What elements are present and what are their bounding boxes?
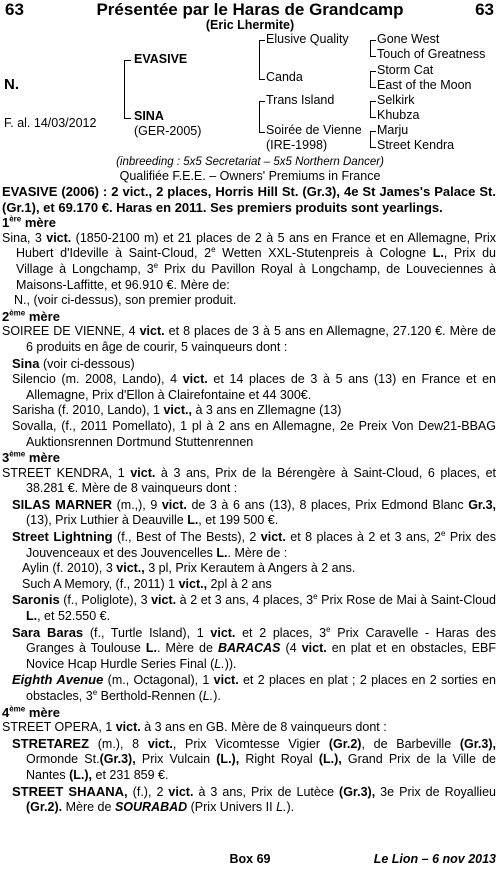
bracket-gen1 [124, 60, 131, 119]
page-title: Présentée par le Haras de Grandcamp [96, 0, 404, 19]
third-dam-produce-4: Sara Baras (f., Turtle Island), 1 vict. et 2 places, 3e Prix Caravelle - Haras des Granges à Toulouse L.. Mère de BARACAS (4 vict. en plat et en obstacles, EBF Novice Hcap Hurdle Series Final (L.)). [12, 624, 496, 671]
fourth-dam-heading: 4ème mère [2, 704, 60, 720]
gen3-3: Storm Cat [377, 63, 434, 77]
second-dam-produce-2: Silencio (m. 2008, Lando), 4 vict. et 14 places de 3 à 5 ans (13) en France et en Allemagne, Prix d'Ellon à Clairefontaine et 44 300€. [12, 372, 496, 402]
third-dam-produce-5: Eighth Avenue (m., Octagonal), 1 vict. et 2 places en plat ; 2 places en 2 sorties en obstacles, 3e Berthold-Rennen (L.). [12, 672, 496, 703]
bracket-g1 [370, 40, 376, 57]
catalogue-body [2, 184, 496, 816]
dam-sire: Trans Island [266, 93, 335, 107]
gen3-8: Street Kendra [377, 138, 455, 152]
bracket-dam [259, 101, 265, 133]
dam-name: SINA [134, 109, 164, 123]
second-dam-produce-3: Sarisha (f. 2010, Lando), 1 vict., à 3 ans en Zllemagne (13) [12, 403, 342, 418]
dam-dam: Soirée de Vienne [266, 123, 362, 137]
second-dam-heading: 2ème mère [2, 308, 60, 324]
bracket-g4 [370, 131, 376, 148]
consignor: (Eric Lhermite) [205, 18, 295, 32]
second-dam-record: SOIREE DE VIENNE, 4 vict. et 8 places de 3 à 5 ans en Allemagne, 27.120 €. Mère de 6 produits en âge de courir, 5 vainqueurs dont : [2, 324, 496, 354]
dam-origin: (GER-2005) [134, 124, 202, 138]
sire-sire: Elusive Quality [266, 32, 349, 46]
qualification: Qualifiée F.E.E. – Owners' Premiums in France [119, 169, 381, 183]
sire-summary: EVASIVE (2006) : 2 vict., 2 places, Horris Hill St. (Gr.3), 4e St James's Palace St. (Gr.1), et 69.170 €. Haras en 2011. Ses premiers produits sont yearlings. [2, 184, 496, 215]
first-dam-record: Sina, 3 vict. (1850-2100 m) et 21 places de 2 à 5 ans en France et en Allemagne, Prix Hubert d'Ideville à Saint-Cloud, 2e Wetten XXL-Stutenpreis à Cologne L., Prix du Village à Longchamp, 3e Prix du Pavillon Royal à Longchamp, de Louveciennes à Maisons-Laffitte, et 96.910 €. Mère de: [2, 230, 497, 292]
third-dam-heading: 3ème mère [2, 449, 60, 466]
third-dam-grandproduce-2: Such A Memory, (f., 2011) 1 vict., 2pl à 2 ans [22, 576, 272, 591]
third-dam-produce-3: Saronis (f., Poliglote), 3 vict. à 2 et 3 ans, 4 places, 3e Prix Rose de Mai à Saint-Cloud L., et 52.550 €. [12, 592, 497, 624]
first-dam-heading: 1ère mère [2, 214, 56, 231]
box-number: Box 69 [229, 852, 271, 866]
third-dam-produce-2: Street Lightning (f., Best of The Bests), 2 vict. et 8 places à 2 et 3 ans, 2e Prix des Jouvenceaux et des Jouvencelles L.. Mère de : [12, 528, 497, 560]
gen3-4: East of the Moon [377, 78, 472, 92]
gen3-7: Marju [377, 123, 409, 137]
gen3-5: Selkirk [377, 93, 415, 107]
bracket-sire [259, 40, 265, 80]
third-dam-produce-1: SILAS MARNER (m.,), 9 vict. de 3 à 6 ans (13), 8 places, Prix Edmond Blanc Gr.3, (13), Prix Luthier à Deauville L., et 199 500 €. [12, 496, 496, 528]
fourth-dam-record: STREET OPERA, 1 vict. à 3 ans en GB. Mère de 8 vainqueurs dont : [2, 720, 387, 735]
lot-number-left: 63 [5, 0, 24, 19]
fourth-dam-produce-1: STRETAREZ (m.), 8 vict., Prix Vicomtesse Vigier (Gr.2), de Barbeville (Gr.3), Ormonde St.(Gr.3), Prix Vulcain (L.), Right Royal (L.), Grand Prix de la Ville de Nantes (L.), et 231 859 €. [12, 735, 496, 782]
gen3-6: Khubza [377, 108, 420, 122]
second-dam-produce-4: Sovalla, (f., 2011 Pomellato), 1 pl à 2 ans en Allemagne, 2e Preix Von Dew21-BBAG Auktionsrennen Dortmund Stuttenrennen [12, 418, 496, 449]
page-header [0, 0, 500, 20]
bracket-g3 [370, 101, 376, 118]
inbreeding-note: (inbreeding : 5x5 Secretariat – 5x5 Northern Dancer) [116, 156, 384, 168]
page-footer [0, 852, 500, 870]
fourth-dam-produce-2: STREET SHAANA, (f.), 2 vict. à 3 ans, Prix de Lutèce (Gr.3), 3e Prix de Royallieu (Gr.2). Mère de SOURABAD (Prix Univers II L.). [12, 783, 496, 815]
gen3-1: Gone West [377, 32, 440, 46]
sire-dam: Canda [266, 70, 303, 84]
pedigree-table [0, 30, 500, 156]
first-dam-produce: N., (voir ci-dessus), son premier produit. [14, 293, 237, 308]
third-dam-grandproduce-1: Aylin (f. 2010), 3 vict., 3 pl, Prix Kerautem à Angers à 2 ans. [22, 561, 356, 576]
bracket-g2 [370, 71, 376, 88]
publication-info: Le Lion – 6 nov 2013 [373, 852, 496, 866]
dam-dam-origin: (IRE-1998) [266, 138, 328, 152]
horse-info: F. al. 14/03/2012 [4, 116, 97, 130]
third-dam-record: STREET KENDRA, 1 vict. à 3 ans, Prix de la Bérengère à Saint-Cloud, 6 places, et 38.281 €. Mère de 8 vainqueurs dont : [2, 465, 496, 496]
horse-name: N. [4, 76, 19, 93]
second-dam-produce-1: Sina (voir ci-dessous) [12, 355, 135, 371]
lot-number-right: 63 [475, 0, 494, 19]
gen3-2: Touch of Greatness [377, 47, 486, 61]
sire-name: EVASIVE [134, 52, 188, 66]
